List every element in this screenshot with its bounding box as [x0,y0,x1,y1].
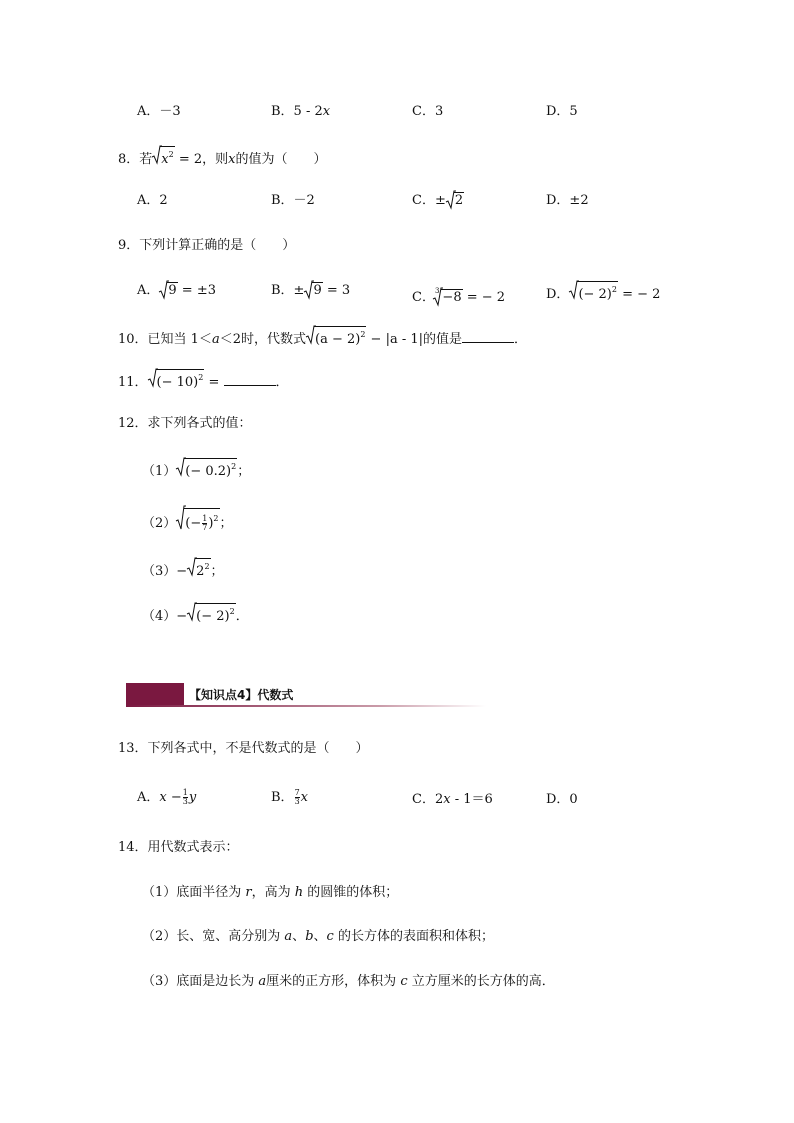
section-header [126,683,486,707]
sqrt-symbol: (− 2)$^2$ [569,281,618,305]
q8-option-c: C．± 2 [412,191,464,211]
q13-option-c: C．2x - 1＝6 [412,792,493,807]
q14-part-1: （1）底面半径为 r，高为 h 的圆锥的体积； [142,885,399,900]
sqrt-symbol: $x^2$ [152,146,174,170]
q8-option-a: A．2 [137,193,168,208]
q7-option-b: B．5 - 2x [271,104,331,119]
question-14: 14．用代数式表示： [118,840,239,855]
question-9: 9．下列计算正确的是（ ） [118,238,296,253]
sqrt-symbol: 9 [159,281,177,301]
sqrt-symbol: (− $\frac{1}{7}$ )$^2$ [176,508,219,534]
answer-blank[interactable] [462,330,514,343]
sqrt-symbol: 2 [446,191,464,211]
q8-option-b: B．－2 [271,193,315,208]
sqrt-symbol: (− 0.2)$^2$ [176,458,237,482]
sqrt-symbol: (− 2)$^2$ [187,603,236,627]
section-underline [126,705,486,707]
sqrt-symbol: $2^2$ [187,558,210,582]
question-10: 10．已知当 1＜a＜2时，代数式 $(a - 2)^2 - |a - 1|$的值是 ． [118,326,527,350]
q7-option-c: C．3 [412,104,444,119]
q9-option-c: C．$^3$ −8 = − 2 [412,281,505,308]
q12-part-2: （2） (− $\frac{1}{7}$ )$^2$； [142,508,233,534]
sqrt-symbol: $(a - 2)^2$ [306,326,366,350]
q12-part-1: （1） (− 0.2)$^2$； [142,458,250,482]
sqrt-symbol: 9 [304,281,322,301]
q9-option-a: A． 9 = ±3 [137,281,216,301]
q9-option-b: B．± 9 = 3 [271,281,350,301]
q14-part-2: （2）长、宽、高分别为 a、b、c 的长方体的表面积和体积； [142,929,494,944]
question-8: 8．若 $x^2 = 2$，则x的值为（ ） [118,146,327,170]
q9-option-d: D． (− 2)$^2$ = − 2 [546,281,660,305]
q12-part-3: （3）− $2^2$； [142,558,224,582]
answer-blank[interactable] [224,373,276,386]
section-title: 【知识点4】代数式 [189,688,294,702]
question-12: 12．求下列各式的值： [118,416,252,431]
q7-option-d: D．5 [546,104,578,119]
cube-root-symbol: −8 [433,288,462,308]
q14-part-3: （3）底面是边长为 a厘米的正方形，体积为 c 立方厘米的长方体的高． [142,974,555,989]
q7-option-a: A．－3 [137,104,181,119]
q13-option-a: A．x − $\frac{1}{3}$ y [137,788,197,806]
q8-option-d: D．±2 [546,193,589,208]
question-11: 11． (− 10)$^2$ = ． [118,369,289,393]
q13-option-b: B． $\frac{7}{3}$ x [271,788,308,806]
sqrt-symbol: (− 10)$^2$ [148,369,205,393]
section-color-block [126,683,184,707]
q12-part-4: （4）− (− 2)$^2$． [142,603,249,627]
question-13: 13．下列各式中，不是代数式的是（ ） [118,741,369,756]
q13-option-d: D．0 [546,792,578,807]
